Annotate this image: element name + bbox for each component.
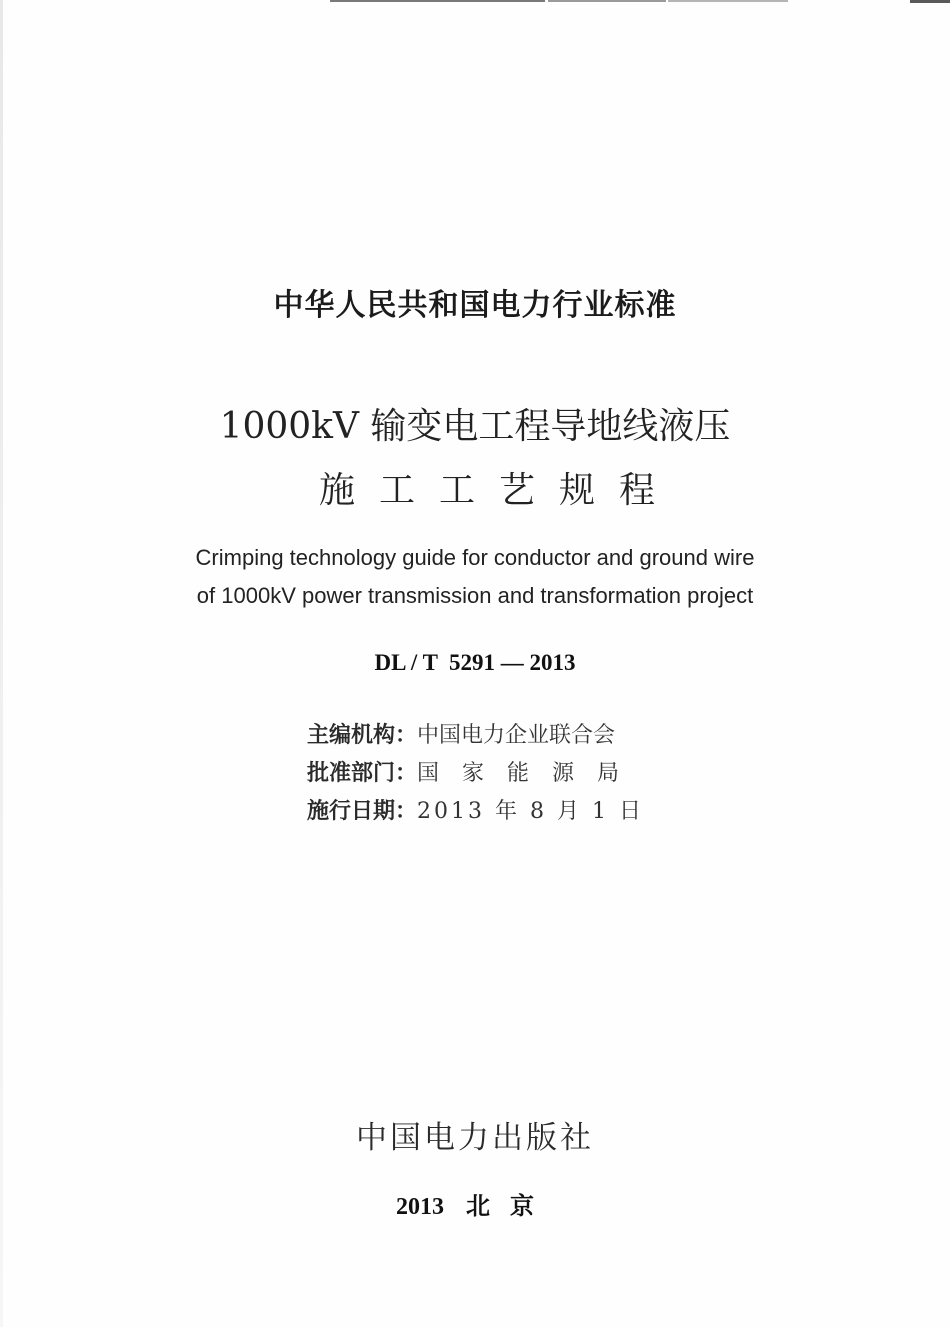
scan-top-line [668,0,788,2]
effective-date-value: 2013 年 8 月 1 日 [417,799,644,824]
standard-header: 中华人民共和国电力行业标准 [273,288,677,323]
effective-date-label: 施行日期： [307,798,418,824]
approver-label: 批准部门： [307,760,418,786]
english-title-line-2: of 1000kV power transmission and transformation project [196,583,754,608]
publication-city: 北京 [466,1192,554,1220]
approver-value: 国家能源局 [417,761,643,786]
scan-top-line [910,0,950,3]
editor-value: 中国电力企业联合会 [417,723,616,748]
editor-row [307,718,615,749]
scan-top-line [330,0,545,2]
document-title-line-2: 施工工艺规程 [318,470,679,511]
publication-year: 2013 [396,1194,444,1220]
effective-date-row [307,794,644,825]
scan-top-line [548,0,666,2]
standard-code: DL / T 5291 — 2013 [374,650,576,675]
publication-info [0,1186,950,1221]
english-title-line-1: Crimping technology guide for conductor and ground wire [195,545,755,570]
editor-label: 主编机构： [307,722,418,748]
approver-row [307,756,642,787]
publisher-name: 中国电力出版社 [356,1120,594,1156]
document-title-line-1: 1000kV 输变电工程导地线液压 [219,406,731,447]
